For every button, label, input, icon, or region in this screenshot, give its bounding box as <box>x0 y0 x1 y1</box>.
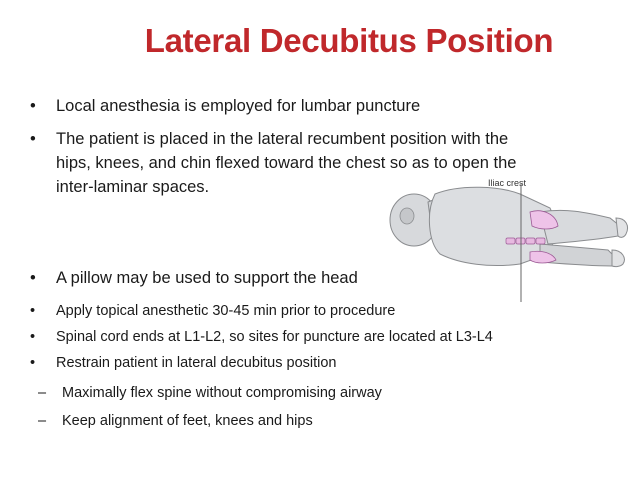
iliac-crest-label: Iliac crest <box>488 178 527 188</box>
bullet-patient-position-line2: hips, knees, and chin flexed toward the chest so as to open the <box>56 154 517 172</box>
bullet-restrain: • Restrain patient in lateral decubitus position <box>30 352 337 374</box>
bullet-patient-position-line1: • The patient is placed in the lateral recumbent position with the <box>30 127 508 151</box>
patient-lateral-decubitus-illustration <box>380 172 630 310</box>
sub-bullet-alignment: – Keep alignment of feet, knees and hips <box>38 410 313 432</box>
bullet-local-anesthesia: • Local anesthesia is employed for lumbar puncture <box>30 94 420 118</box>
sub-bullet-flex-spine: – Maximally flex spine without compromising airway <box>38 382 382 404</box>
bullet-topical-anesthetic: • Apply topical anesthetic 30-45 min prior to procedure <box>30 300 395 322</box>
bullet-pillow: • A pillow may be used to support the head <box>30 266 358 290</box>
slide-title: Lateral Decubitus Position <box>144 22 554 59</box>
bullet-spinal-cord: • Spinal cord ends at L1-L2, so sites for puncture are located at L3-L4 <box>30 326 493 348</box>
bullet-patient-position-line3: inter-laminar spaces. <box>56 178 210 196</box>
